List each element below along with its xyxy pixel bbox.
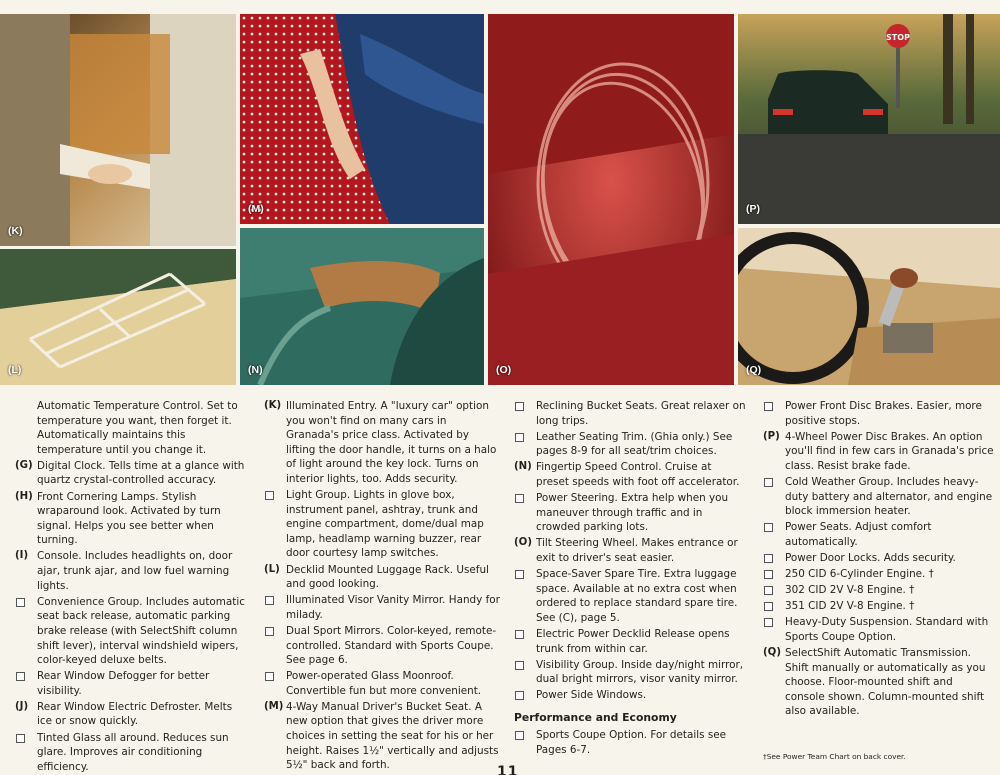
option-entry xyxy=(514,658,746,687)
photo-n-speed-control xyxy=(240,228,484,385)
option-text: Cold Weather Group. Includes heavy-duty battery and alternator, and engine block immersion heater. xyxy=(785,475,993,518)
option-entry xyxy=(264,488,500,561)
option-entry xyxy=(15,459,247,488)
checkbox-icon xyxy=(515,630,524,639)
checkbox-icon xyxy=(515,731,524,740)
photo-o-tilt-steering xyxy=(488,14,734,385)
option-text: Tilt Steering Wheel. Makes entrance or exit to driver's seat easier. xyxy=(536,537,738,564)
option-text: Light Group. Lights in glove box, instrument panel, ashtray, trunk and engine compartment, dome/dual map lamp, headlamp warning buzzer, rear door courtesy lamp switches. xyxy=(286,489,484,560)
option-text: 351 CID 2V V-8 Engine. † xyxy=(785,600,915,613)
checkbox-icon xyxy=(515,433,524,442)
option-text: Front Cornering Lamps. Stylish wraparound look. Activated by turn signal. Helps you see better when turning. xyxy=(37,490,221,547)
column-2 xyxy=(264,399,500,774)
option-entry xyxy=(514,688,746,703)
option-letter: (G) xyxy=(15,459,33,471)
checkbox-icon xyxy=(515,402,524,411)
option-text: SelectShift Automatic Transmission. Shift manually or automatically as you choose. Floor-mounted shift and console shown. Column-mounted shift also available. xyxy=(785,647,986,718)
photo-label-o: (O) xyxy=(496,364,512,376)
option-entry xyxy=(15,399,247,457)
option-entry xyxy=(514,627,746,656)
option-entry xyxy=(264,700,500,773)
checkbox-icon xyxy=(764,478,773,487)
option-text: Digital Clock. Tells time at a glance with quartz crystal-controlled accuracy. xyxy=(37,459,245,487)
checkbox-icon xyxy=(265,627,274,636)
option-text: Illuminated Visor Vanity Mirror. Handy for milady. xyxy=(286,594,500,621)
option-text: Sports Coupe Option. For details see Pages 6-7. xyxy=(536,729,727,757)
option-entry xyxy=(763,475,995,519)
option-text: Rear Window Electric Defroster. Melts ice or snow quickly. xyxy=(37,700,233,728)
option-entry xyxy=(514,536,746,565)
photo-label-k: (K) xyxy=(8,225,23,237)
column-3 xyxy=(514,399,746,759)
option-entry xyxy=(15,669,247,698)
option-text: Reclining Bucket Seats. Great relaxer on long trips. xyxy=(536,400,746,427)
photo-label-q: (Q) xyxy=(746,364,762,376)
footnote: †See Power Team Chart on back cover. xyxy=(763,752,906,761)
option-letter: (J) xyxy=(15,700,29,712)
option-entry xyxy=(264,399,500,487)
option-text: Convenience Group. Includes automatic seat back release, automatic parking brake release (with SelectShift column shift lever), interval windshield wipers, color-keyed deluxe belts. xyxy=(37,595,245,667)
option-entry xyxy=(763,583,995,598)
checkbox-icon xyxy=(764,402,773,411)
option-letter: (L) xyxy=(264,563,280,575)
column-3-items xyxy=(514,399,746,703)
option-text: 4-Way Manual Driver's Bucket Seat. A new option that gives the driver more choices in setting the seat for his or her height. Raises 1½" vertically and adjusts 5½" back and forth. xyxy=(286,700,499,772)
checkbox-icon xyxy=(515,494,524,503)
option-text: Tinted Glass all around. Reduces sun glare. Improves air conditioning efficiency. xyxy=(37,731,229,773)
photo-l-luggage-rack xyxy=(0,249,236,385)
page-number: 11 xyxy=(497,764,519,775)
option-text: Dual Sport Mirrors. Color-keyed, remote-controlled. Standard with Sports Coupe. See page 6. xyxy=(286,624,497,667)
option-entry xyxy=(514,460,746,489)
option-entry xyxy=(514,728,746,757)
option-text: 4-Wheel Power Disc Brakes. An option you'll find in few cars in Granada's price class. Resist brake fade. xyxy=(785,430,994,472)
option-text: Rear Window Defogger for better visibility. xyxy=(37,670,210,697)
option-entry xyxy=(763,599,995,614)
option-text: Decklid Mounted Luggage Rack. Useful and good looking. xyxy=(286,563,489,591)
option-text: Power-operated Glass Moonroof. Convertible fun but more convenient. xyxy=(286,670,482,697)
option-entry xyxy=(264,563,500,592)
option-entry xyxy=(763,615,995,644)
checkbox-icon xyxy=(16,734,25,743)
checkbox-icon xyxy=(265,491,274,500)
option-entry xyxy=(514,567,746,625)
option-text: Power Door Locks. Adds security. xyxy=(785,551,956,564)
option-text: Power Steering. Extra help when you maneuver through traffic and in crowded parking lots. xyxy=(536,492,729,534)
option-entry xyxy=(264,593,500,622)
option-entry xyxy=(514,399,746,428)
option-entry xyxy=(763,646,995,719)
option-text: Leather Seating Trim. (Ghia only.) See pages 8-9 for all seat/trim choices. xyxy=(536,430,733,458)
checkbox-icon xyxy=(16,672,25,681)
column-3-after-items xyxy=(514,728,746,757)
checkbox-icon xyxy=(764,602,773,611)
option-text: Fingertip Speed Control. Cruise at preset speeds with foot off accelerator. xyxy=(536,461,740,488)
option-entry xyxy=(15,549,247,593)
option-entry xyxy=(264,669,500,698)
option-text: Power Side Windows. xyxy=(536,689,647,702)
checkbox-icon xyxy=(764,554,773,563)
option-text: 302 CID 2V V-8 Engine. † xyxy=(785,584,915,597)
option-text: 250 CID 6-Cylinder Engine. † xyxy=(785,568,934,581)
checkbox-icon xyxy=(515,570,524,579)
option-text: Heavy-Duty Suspension. Standard with Sports Coupe Option. xyxy=(785,616,989,643)
checkbox-icon xyxy=(764,586,773,595)
option-letter: (N) xyxy=(514,461,532,473)
photo-q-selectshift xyxy=(738,228,1000,385)
option-entry xyxy=(763,399,995,428)
checkbox-icon xyxy=(764,570,773,579)
option-entry xyxy=(763,520,995,549)
option-entry xyxy=(15,731,247,775)
column-4 xyxy=(763,399,995,720)
photo-p-rear-car xyxy=(738,14,1000,224)
option-entry xyxy=(763,567,995,582)
option-text: Console. Includes headlights on, door ajar, trunk ajar, and low fuel warning lights. xyxy=(37,550,233,592)
column-1 xyxy=(15,399,247,775)
photo-m-bucket-seat xyxy=(240,14,484,224)
option-entry xyxy=(514,430,746,459)
option-entry xyxy=(264,624,500,668)
option-letter: (K) xyxy=(264,400,282,411)
option-entry xyxy=(15,490,247,548)
option-text: Space-Saver Spare Tire. Extra luggage space. Available at no extra cost when ordered to replace standard spare tire. See (C), page 5. xyxy=(536,568,738,624)
option-entry xyxy=(15,595,247,668)
option-letter: (I) xyxy=(15,550,29,562)
option-letter: (H) xyxy=(15,490,33,502)
checkbox-icon xyxy=(265,596,274,605)
checkbox-icon xyxy=(515,691,524,700)
option-text: Illuminated Entry. A "luxury car" option you won't find on many cars in Granada's price class. Activated by lifting the door handle, it turns on a halo of light around the key lock. Turns on interior lights, too. Adds security. xyxy=(286,400,497,485)
section-heading-performance: Performance and Economy xyxy=(514,710,677,724)
option-text: Visibility Group. Inside day/night mirror, dual bright mirrors, visor vanity mirror. xyxy=(536,658,744,686)
photo-label-p: (P) xyxy=(746,203,760,215)
option-letter: (O) xyxy=(514,537,532,549)
checkbox-icon xyxy=(764,618,773,627)
option-letter: (Q) xyxy=(763,647,781,658)
option-entry xyxy=(514,491,746,535)
option-text: Electric Power Decklid Release opens trunk from within car. xyxy=(536,627,730,655)
photo-label-l: (L) xyxy=(8,364,22,376)
option-text: Automatic Temperature Control. Set to temperature you want, then forget it. Automatically maintains this temperature until you change it. xyxy=(37,400,238,456)
option-text: Power Front Disc Brakes. Easier, more positive stops. xyxy=(785,400,982,427)
checkbox-icon xyxy=(764,523,773,532)
stop-sign-text: STOP xyxy=(886,33,910,42)
photo-label-m: (M) xyxy=(248,203,264,215)
option-entry xyxy=(763,551,995,566)
option-text: Power Seats. Adjust comfort automatically. xyxy=(785,521,932,548)
photo-k-illuminated-entry xyxy=(0,14,236,246)
option-letter: (M) xyxy=(264,700,284,712)
checkbox-icon xyxy=(265,672,274,681)
option-entry xyxy=(763,430,995,474)
checkbox-icon xyxy=(515,661,524,670)
checkbox-icon xyxy=(16,598,25,607)
option-entry xyxy=(15,700,247,729)
photo-label-n: (N) xyxy=(248,364,263,376)
option-letter: (P) xyxy=(763,430,780,442)
